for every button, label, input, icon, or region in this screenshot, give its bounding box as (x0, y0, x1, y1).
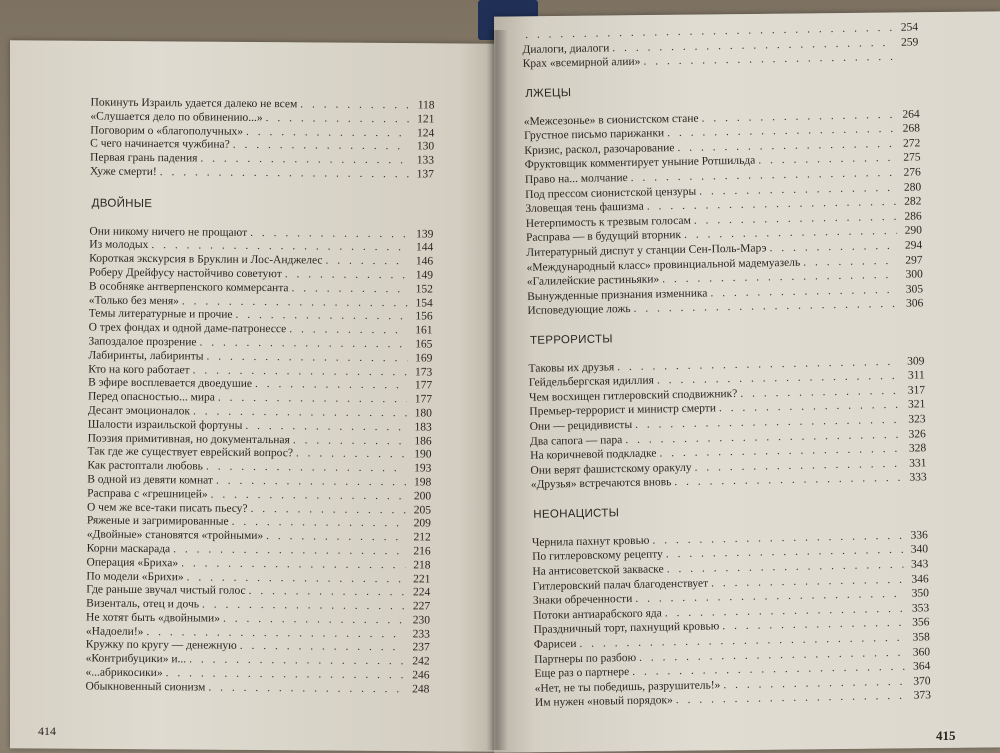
toc-leader-dots (250, 226, 408, 241)
toc-entry-title: Корни маскарада (87, 542, 171, 557)
toc-entry-title: Потоки антиарабского яда (533, 606, 662, 623)
toc-entry-page: 336 (906, 528, 928, 543)
toc-entry-title: Расправа с «грешницей» (87, 487, 208, 502)
toc-entry-page: 224 (408, 587, 430, 601)
toc-entry-page: 300 (901, 267, 923, 282)
toc-entry-title: Кризис, раскол, разочарование (524, 141, 674, 158)
toc-entry-title: Где раньше звучал чистый голос (86, 584, 245, 599)
toc-entry-title: Вынужденные признания изменника (527, 286, 708, 304)
toc-entry-title: Роберу Дрейфусу настойчиво советуют (89, 266, 282, 281)
toc-entry-page: 246 (408, 669, 430, 683)
toc-entry-page: 373 (909, 689, 931, 704)
toc-entry (90, 165, 434, 182)
toc-entry-title: Десант эмоционалок (88, 404, 190, 419)
toc-entry-title: Чернила пахнут кровью (532, 533, 650, 550)
toc-entry-page: 294 (900, 238, 922, 253)
toc-entry-page: 193 (409, 462, 431, 476)
left-toc-column (85, 97, 434, 698)
toc-entry-page: 137 (412, 168, 434, 182)
toc-entry-title: «Галилейские растиньяки» (527, 273, 660, 290)
book-gutter (486, 30, 508, 750)
toc-leader-dots (240, 640, 405, 655)
toc-entry-title: Запоздалое прозрение (88, 335, 196, 350)
toc-entry-title: Не хотят быть «двойными» (86, 611, 220, 626)
toc-entry-title: Они верят фашистскому оракулу (530, 461, 691, 479)
section-entries (528, 354, 926, 493)
toc-entry-title: Они — рецидивисты (530, 418, 633, 435)
toc-entry-page: 186 (410, 435, 432, 449)
toc-entry-page: 237 (408, 642, 430, 656)
toc-entry-title: В эфире восплевается двоедушие (88, 377, 252, 392)
toc-entry-title: Еще раз о партнере (534, 665, 629, 681)
toc-entry-page: 364 (908, 659, 930, 674)
toc-entry-page: 183 (410, 421, 432, 435)
toc-leader-dots (160, 166, 409, 182)
toc-leader-dots (285, 268, 408, 283)
toc-entry-title: Как растоптали любовь (87, 460, 203, 475)
toc-leader-dots (293, 434, 407, 449)
toc-leader-dots (325, 255, 408, 270)
toc-entry-page: 306 (901, 297, 923, 312)
toc-leader-dots (246, 125, 409, 140)
toc-entry-page: 290 (900, 224, 922, 239)
toc-leader-dots (289, 323, 407, 338)
toc-entry-title: Литературный диспут у станции Сен-Поль-Марэ (526, 241, 766, 260)
toc-entry-title: Поговорим о «благополучных» (90, 124, 243, 139)
toc-entry-title: По модели «Брихи» (86, 570, 183, 585)
toc-entry-page: 173 (410, 366, 432, 380)
toc-entry-page: 282 (899, 195, 921, 210)
toc-entry-page: 209 (409, 518, 431, 532)
toc-entry-page: 118 (412, 99, 434, 113)
toc-entry-page: 323 (903, 412, 925, 427)
toc-entry-page: 340 (906, 543, 928, 558)
toc-leader-dots (245, 420, 406, 435)
toc-entry-title: По гитлеровскому рецепту (532, 548, 663, 565)
section-entries (524, 107, 924, 319)
toc-entry-title: Под прессом сионистской цензуры (525, 184, 696, 202)
toc-entry-title: «Нет, не ты победишь, разрушитель!» (535, 678, 721, 696)
toc-entry-page: 309 (902, 354, 924, 369)
toc-entry-title: Премьер-террорист и министр смерти (529, 402, 716, 420)
toc-entry-page: 280 (899, 180, 921, 195)
toc-entry-title: Лабиринты, лабиринты (88, 349, 203, 364)
page-number-right: 415 (936, 728, 956, 744)
toc-leader-dots (300, 98, 409, 113)
toc-entry-page: 144 (411, 242, 433, 256)
toc-entry-title: Два сапога — пара (530, 433, 623, 449)
toc-entry-page: 353 (907, 601, 929, 616)
toc-entry-title: Из молодых (89, 239, 148, 253)
toc-entry-page: 233 (408, 628, 430, 642)
toc-entry-title: Гейдельбергская идиллия (529, 374, 654, 391)
toc-leader-dots (266, 112, 410, 127)
toc-entry-page: 230 (408, 614, 430, 628)
toc-entry-title: Зловещая тень фашизма (525, 200, 644, 217)
toc-entry-title: Знаки обреченности (533, 592, 633, 608)
toc-entry-page: 180 (410, 407, 432, 421)
toc-entry-title: Грустное письмо парижанки (524, 126, 664, 143)
toc-entry-page: 121 (412, 113, 434, 127)
toc-entry-title: О трех фондах и одной даме-патронессе (89, 322, 287, 338)
toc-entry-title: Ряженые и загримированные (87, 515, 229, 530)
toc-entry-page: 124 (412, 127, 434, 141)
section-entries (532, 528, 931, 711)
toc-entry-page: 275 (898, 151, 920, 166)
toc-entry-page: 305 (901, 282, 923, 297)
toc-entry-title: О чем же все-таки писать пьесу? (87, 501, 248, 516)
toc-entry-page: 177 (410, 380, 432, 394)
toc-entry-title: Им нужен «новый порядок» (535, 694, 673, 711)
toc-entry-title: Первая грань падения (90, 152, 197, 167)
toc-entry-page: 326 (904, 427, 926, 442)
toc-entry-page: 350 (907, 586, 929, 601)
toc-entry-title: С чего начинается чужбина? (90, 138, 230, 153)
toc-entry-title: Визенталь, отец и дочь (86, 598, 199, 613)
toc-entry-title: «Международный класс» провинциальной мадемуазель (526, 255, 800, 275)
toc-entry-page: 328 (904, 442, 926, 457)
toc-entry-title: Праздничный торт, пахнущий кровью (533, 620, 719, 638)
left-top-entries (90, 97, 435, 183)
toc-leader-dots (674, 471, 902, 490)
toc-entry-page: 218 (408, 559, 430, 573)
left-section-entries (85, 225, 433, 697)
toc-leader-dots (255, 378, 407, 393)
toc-entry-page: 146 (411, 255, 433, 269)
toc-entry-page: 227 (408, 600, 430, 614)
toc-entry-page: 297 (900, 253, 922, 268)
toc-entry-page: 177 (410, 393, 432, 407)
toc-entry-page: 130 (412, 141, 434, 155)
section-title: ТЕРРОРИСТЫ (530, 327, 924, 348)
toc-entry-page: 205 (409, 504, 431, 518)
toc-entry-page: 333 (905, 471, 927, 486)
toc-entry-page: 311 (903, 369, 925, 384)
toc-entry-page: 317 (903, 383, 925, 398)
toc-entry-title: Крах «всемирной алии» (523, 55, 641, 72)
toc-entry-page: 216 (409, 545, 431, 559)
toc-entry-title: Чем восхищен гитлеровский сподвижник? (529, 387, 737, 406)
toc-entry-page: 152 (411, 283, 433, 297)
toc-entry-title: Хуже смерти! (90, 165, 157, 179)
toc-entry-title: Обыкновенный сионизм (85, 680, 205, 695)
toc-entry-page: 221 (408, 573, 430, 587)
toc-entry-title: Партнеры по разбою (534, 651, 636, 668)
toc-entry-page: 321 (903, 398, 925, 413)
toc-leader-dots (266, 530, 406, 545)
toc-leader-dots (232, 516, 406, 531)
toc-entry-page: 370 (908, 674, 930, 689)
toc-entry-title: «Контрибуцики» и... (86, 653, 187, 668)
toc-entry-title: Гитлеровский палач благоденствует (533, 576, 709, 594)
toc-entry-title: В одной из девяти комнат (87, 473, 213, 488)
right-top-entries (522, 20, 919, 71)
toc-entry-title: Операция «Бриха» (86, 556, 178, 571)
toc-entry-title: В особняке антверпенского коммерсанта (89, 280, 289, 296)
section-title: НЕОНАЦИСТЫ (533, 501, 927, 522)
toc-entry-title: Они никому ничего не прощают (89, 225, 247, 240)
right-sections (523, 80, 931, 711)
toc-entry-title: Фарисеи (534, 637, 577, 652)
toc-leader-dots (296, 448, 407, 463)
toc-entry-title: Так где же существует еврейский вопрос? (87, 446, 293, 462)
toc-entry-page: 358 (908, 630, 930, 645)
toc-entry-title: «Надоели!» (86, 625, 144, 639)
toc-entry-title: «...абрикосики» (86, 667, 163, 681)
toc-entry-page: 198 (409, 476, 431, 490)
toc-entry-page: 264 (898, 107, 920, 122)
toc-entry-page: 276 (899, 165, 921, 180)
toc-entry-title: «Двойные» становятся «тройными» (87, 529, 263, 544)
toc-entry-title: Расправа — в будущий вторник (526, 228, 681, 246)
toc-entry-page: 161 (411, 324, 433, 338)
toc-entry-page: 356 (907, 616, 929, 631)
toc-entry-title: «Слушается дело по обвинению...» (90, 110, 262, 125)
toc-entry-title: Право на... молчание (525, 171, 628, 188)
toc-entry-page: 169 (410, 352, 432, 366)
toc-leader-dots (249, 585, 406, 600)
toc-entry-title: Поэзия примитивная, но документальная (88, 432, 290, 448)
toc-entry-title: Диалоги, диалоги (522, 41, 609, 57)
toc-entry-page: 156 (411, 311, 433, 325)
toc-entry-title: Нетерпимость к трезвым голосам (526, 214, 691, 232)
toc-entry-title: Покинуть Израиль удается далеко не всем (90, 97, 297, 113)
toc-entry-title: На коричневой подкладке (530, 447, 656, 464)
toc-entry-page: 343 (906, 557, 928, 572)
toc-entry-page: 286 (900, 209, 922, 224)
toc-leader-dots (235, 309, 407, 324)
toc-leader-dots (208, 681, 404, 697)
toc-entry-page: 268 (898, 122, 920, 137)
toc-leader-dots (250, 502, 406, 517)
section-title: ЛЖЕЦЫ (525, 80, 919, 101)
section-title: ДВОЙНЫЕ (92, 197, 434, 214)
toc-entry-title: «Друзья» встречаются вновь (531, 476, 672, 493)
toc-entry-page: 360 (908, 645, 930, 660)
toc-entry-page: 154 (411, 297, 433, 311)
toc-entry-page: 248 (407, 683, 429, 697)
toc-entry-page: 254 (896, 20, 918, 35)
toc-entry-page: 346 (907, 572, 929, 587)
toc-entry-title: Исповедующие ложь (527, 302, 630, 319)
toc-entry-title: Таковы их друзья (528, 360, 614, 376)
toc-entry-page: 212 (409, 531, 431, 545)
toc-entry-page: 331 (904, 456, 926, 471)
toc-entry-page: 149 (411, 269, 433, 283)
toc-entry-page: 133 (412, 155, 434, 169)
toc-entry-page: 242 (408, 656, 430, 670)
toc-entry-title: Короткая экскурсия в Бруклин и Лос-Анджелес (89, 253, 322, 269)
toc-entry-title: Кто на кого работает (88, 363, 190, 378)
toc-entry-title: «Только без меня» (89, 294, 179, 309)
right-toc-column (522, 20, 931, 710)
toc-entry-page: 272 (898, 136, 920, 151)
toc-entry-title: Кружку по кругу — денежную (86, 639, 237, 654)
toc-entry-page: 165 (410, 338, 432, 352)
toc-entry-title: Фруктовщик комментирует уныние Ротшильда (525, 154, 756, 173)
toc-entry-title: На антисоветской закваске (532, 562, 663, 579)
toc-entry-title: «Межсезонье» в сионистском стане (524, 111, 699, 129)
toc-leader-dots (291, 282, 408, 297)
toc-entry-page: 200 (409, 490, 431, 504)
toc-entry-page: 190 (409, 449, 431, 463)
toc-entry-title: Шалости израильской фортуны (88, 418, 243, 433)
toc-entry-title: Перед опасностью... мира (88, 391, 215, 406)
toc-entry-page: 259 (896, 35, 918, 50)
page-number-left: 414 (38, 724, 56, 739)
toc-entry-title: Темы литературные и прочие (89, 308, 233, 323)
toc-entry-page: 139 (411, 228, 433, 242)
